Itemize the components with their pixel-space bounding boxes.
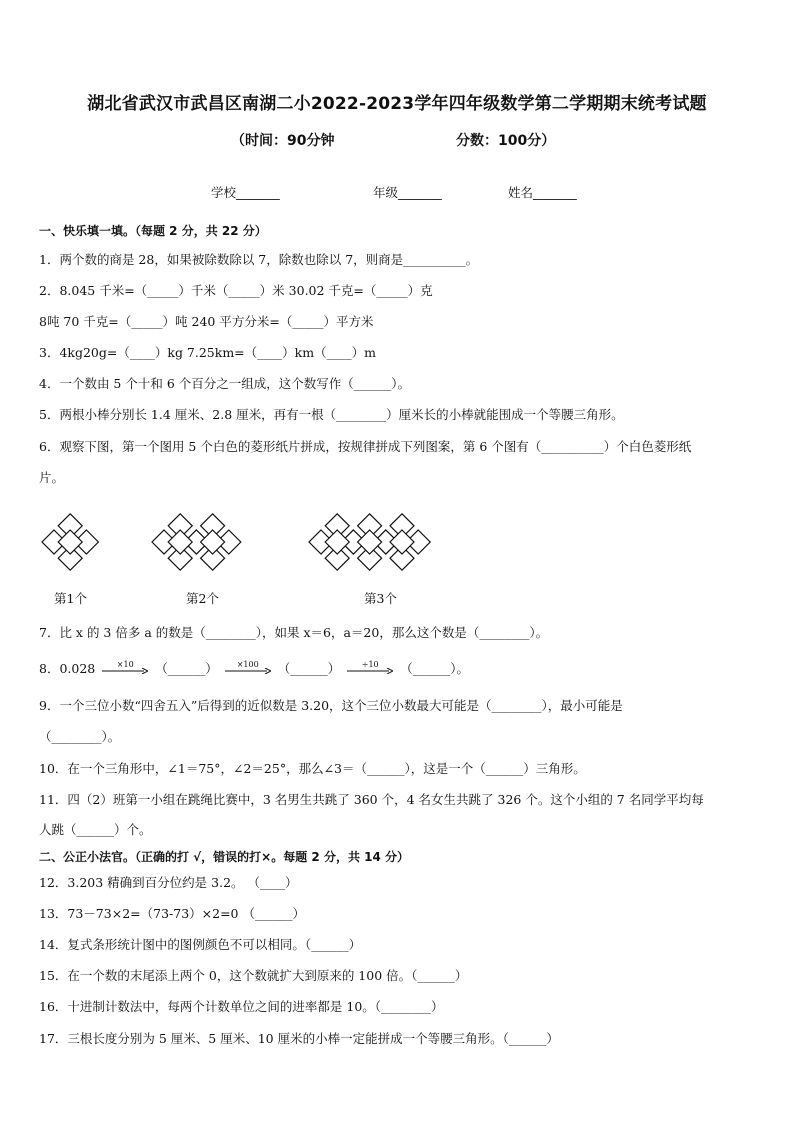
- question-11-line-1: 11．四（2）班第一小组在跳绳比赛中，3 名男生共跳了 360 个，4 名女生共跳了 326 个。这个小组的 7 名同学平均每: [39, 792, 704, 807]
- question-11-line-2: 人跳（______）个。: [39, 822, 152, 837]
- diamond-tile: [58, 530, 82, 554]
- arrow-label: ×100: [236, 659, 259, 669]
- question-4: 4．一个数由 5 个十和 6 个百分之一组成，这个数写作（______）。: [39, 376, 411, 391]
- diamond-tile: [201, 530, 225, 554]
- question-10: 10．在一个三角形中，∠1＝75°，∠2＝25°，那么∠3＝（______），这是一个（______）三角形。: [39, 761, 586, 776]
- blank-3: （______）。: [400, 661, 469, 676]
- question-9-line-2: （________）。: [39, 729, 121, 744]
- page-title: 湖北省武汉市武昌区南湖二小2022-2023学年四年级数学第二学期期末统考试题: [87, 94, 707, 114]
- question-6-line-1: 6．观察下图，第一个图用 5 个白色的菱形纸片拼成，按规律拼成下列图案，第 6 个图有（__________）个白色菱形纸: [39, 439, 692, 454]
- question-17: 17．三根长度分别为 5 厘米、5 厘米、10 厘米的小棒一定能拼成一个等腰三角形。（______）: [39, 1031, 559, 1046]
- figure-2-caption: 第2个: [186, 591, 219, 606]
- section-heading-1: 一、快乐填一填。（每题 2 分，共 22 分）: [39, 224, 267, 238]
- grade-field: 年级_______: [373, 185, 442, 200]
- question-8: [39, 661, 469, 677]
- diamond-figure-2: [150, 505, 278, 579]
- question-2-line-2: 8吨 70 千克=（_____）吨 240 平方分米=（_____）平方米: [39, 314, 374, 329]
- figure-3-caption: 第3个: [364, 591, 397, 606]
- question-14: 14．复式条形统计图中的图例颜色不可以相同。（______）: [39, 937, 362, 952]
- blank-1: （______）: [155, 661, 218, 676]
- name-field: 姓名_______: [508, 185, 577, 200]
- question-15: 15．在一个数的末尾添上两个 0，这个数就扩大到原来的 100 倍。（______）: [39, 968, 468, 983]
- question-3: 3．4kg20g=（____）kg 7.25km=（____）km（____）m: [39, 345, 376, 360]
- question-8-start: 8．0.028: [39, 661, 96, 676]
- blank-2: （______）: [277, 661, 341, 676]
- diamond-figure-1-shapes: [40, 505, 124, 579]
- total-score: 分数：100分）: [456, 133, 556, 149]
- question-6-line-2: 片。: [39, 470, 65, 485]
- question-13: 13．73－73×2=（73-73）×2=0 （______）: [39, 906, 305, 921]
- arrow-times-10: [102, 659, 148, 677]
- question-12: 12．3.203 精确到百分位约是 3.2。 （____）: [39, 875, 298, 890]
- time-limit: （时间：90分钟: [231, 133, 335, 149]
- question-7: 7．比 x 的 3 倍多 a 的数是（________），如果 x＝6，a＝20，那么这个数是（________）。: [39, 625, 549, 640]
- question-9-line-1: 9．一个三位小数“四舍五入”后得到的近似数是 3.20，这个三位小数最大可能是（________），最小可能是: [39, 698, 623, 713]
- question-16: 16．十进制计数法中，每两个计数单位之间的进率都是 10。（________）: [39, 999, 444, 1014]
- diamond-tile: [168, 530, 192, 554]
- diamond-tile: [358, 530, 382, 554]
- arrow-label: ×10: [116, 659, 134, 669]
- arrow-divide-10: [347, 659, 393, 677]
- diamond-tile: [325, 530, 349, 554]
- arrow-label: ÷10: [361, 659, 379, 669]
- section-heading-2: 二、公正小法官。（正确的打 √，错误的打×。每题 2 分，共 14 分）: [39, 850, 409, 864]
- figure-1-caption: 第1个: [54, 591, 87, 606]
- school-field: 学校_______: [211, 185, 280, 200]
- diamond-tile: [390, 530, 414, 554]
- question-5: 5．两根小棒分别长 1.4 厘米、2.8 厘米，再有一根（________）厘米长的小棒就能围成一个等腰三角形。: [39, 407, 624, 422]
- question-2-line-1: 2．8.045 千米=（_____）千米（_____）米 30.02 千克=（_____）克: [39, 283, 433, 298]
- question-1: 1．两个数的商是 28，如果被除数除以 7，除数也除以 7，则商是__________。: [39, 252, 479, 267]
- diamond-figure-3: [307, 505, 467, 579]
- arrow-times-100: [225, 659, 271, 677]
